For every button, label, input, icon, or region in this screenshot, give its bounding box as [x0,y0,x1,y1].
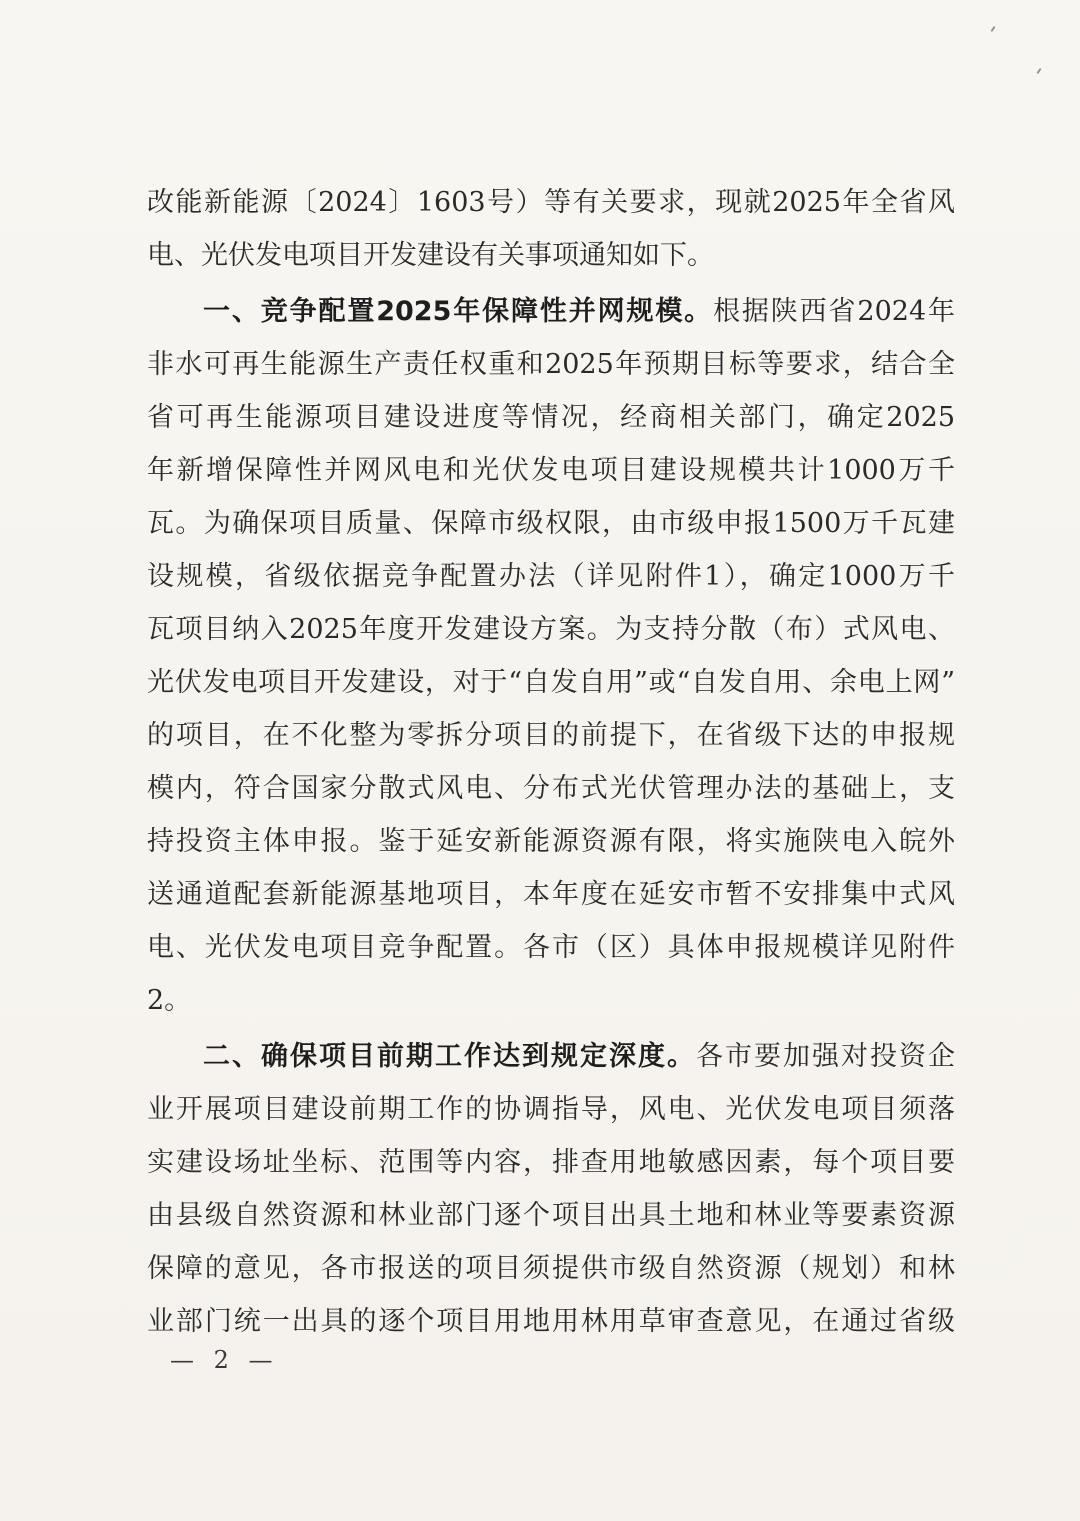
text-line: 业开展项目建设前期工作的协调指导，风电、光伏发电项目须落 [147,1094,955,1125]
scan-speck [1036,68,1041,74]
text-line: 2。 [147,985,192,1016]
text-line: 电、光伏发电项目开发建设有关事项通知如下。 [147,240,714,271]
text-line: 送通道配套新能源基地项目，本年度在延安市暂不安排集中式风 [147,879,955,910]
text-line: 年新增保障性并网风电和光伏发电项目建设规模共计1000万千 [147,455,955,486]
section-heading-line: 二、确保项目前期工作达到规定深度。各市要加强对投资企 [203,1041,955,1072]
section-heading: 二、确保项目前期工作达到规定深度。 [203,1041,696,1072]
text-line: 业部门统一出具的逐个项目用地用林用草审查意见，在通过省级 [147,1306,955,1337]
text-line: 模内，符合国家分散式风电、分布式光伏管理办法的基础上，支 [147,773,955,804]
text-line: 的项目，在不化整为零拆分项目的前提下，在省级下达的申报规 [147,720,955,751]
text-line: 非水可再生能源生产责任权重和2025年预期目标等要求，结合全 [147,349,955,380]
text-line: 瓦。为确保项目质量、保障市级权限，由市级申报1500万千瓦建 [147,508,955,539]
text-line: 瓦项目纳入2025年度开发建设方案。为支持分散（布）式风电、 [147,614,955,645]
text-line: 设规模，省级依据竞争配置办法（详见附件1），确定1000万千 [147,561,955,592]
text-line: 由县级自然资源和林业部门逐个项目出具土地和林业等要素资源 [147,1200,955,1231]
section-heading: 一、竞争配置2025年保障性并网规模。 [203,296,714,327]
text-line: 持投资主体申报。鉴于延安新能源资源有限，将实施陕电入皖外 [147,826,955,857]
text-line: 光伏发电项目开发建设，对于“自发自用”或“自发自用、余电上网” [147,667,955,698]
text-line: 实建设场址坐标、范围等内容，排查用地敏感因素，每个项目要 [147,1147,955,1178]
text-line: 电、光伏发电项目竞争配置。各市（区）具体申报规模详见附件 [147,932,955,963]
section-heading-line: 一、竞争配置2025年保障性并网规模。根据陕西省2024年 [203,296,955,327]
text-line: 保障的意见，各市报送的项目须提供市级自然资源（规划）和林 [147,1253,955,1284]
text-line: 省可再生能源项目建设进度等情况，经商相关部门，确定2025 [147,402,955,433]
text-line: 改能新能源〔2024〕1603号）等有关要求，现就2025年全省风 [147,187,955,218]
page-number: — 2 — [170,1346,279,1374]
scan-speck [990,26,995,32]
